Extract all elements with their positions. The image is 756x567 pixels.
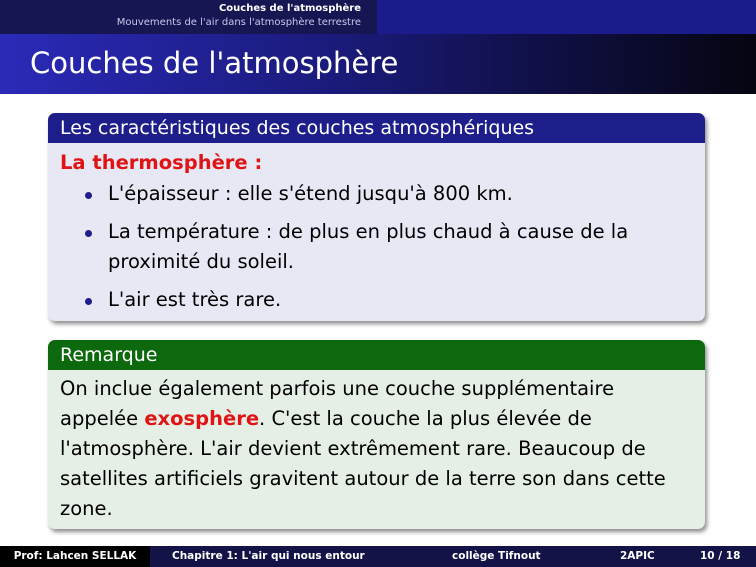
footer-page-number: 10 / 18 [700,550,741,562]
thermosphere-heading: La thermosphère : [60,151,263,174]
footer-school: collège Tifnout [452,550,541,562]
list-item [60,285,693,315]
remark-block [48,340,705,529]
footer-chapter[interactable]: Chapitre 1: L'air qui nous entour [172,550,365,562]
footer-author[interactable]: Prof: Lahcen SELLAK [0,546,150,567]
header-navigation-bar [0,0,756,34]
remark-text-start: On inclue également parfois une couche supplémentaire appelée [60,377,615,430]
remark-block-body [48,370,705,524]
footer-class: 2APIC [620,550,655,562]
footer-bar [0,546,756,567]
list-item-text: L'épaisseur : elle s'étend jusqu'à 800 km. [108,182,513,205]
characteristics-list [60,179,693,315]
list-item-text: L'air est très rare. [108,288,282,311]
header-right-panel [377,0,756,34]
list-item [60,179,693,209]
list-item [60,217,693,277]
remark-block-title: Remarque [48,340,705,370]
characteristics-block-body [48,143,705,315]
bullet-icon [85,230,92,237]
characteristics-block-title: Les caractéristiques des couches atmosphériques [48,113,705,143]
frame-title: Couches de l'atmosphère [30,46,399,80]
bullet-icon [85,298,92,305]
characteristics-block [48,113,705,321]
nav-subsection-title[interactable]: Mouvements de l'air dans l'atmosphère terrestre [116,17,361,28]
list-item-text: La température : de plus en plus chaud à cause de la proximité du soleil. [108,220,629,273]
exosphere-highlight: exosphère [144,407,260,430]
bullet-icon [85,192,92,199]
remark-text-end: . C'est la couche la plus élevée de l'atmosphère. L'air devient extrêmement rare. Beaucoup de satellites artificiels gravitent autour de la terre son dans cette zone. [60,407,666,520]
nav-section-title[interactable]: Couches de l'atmosphère [218,3,361,14]
